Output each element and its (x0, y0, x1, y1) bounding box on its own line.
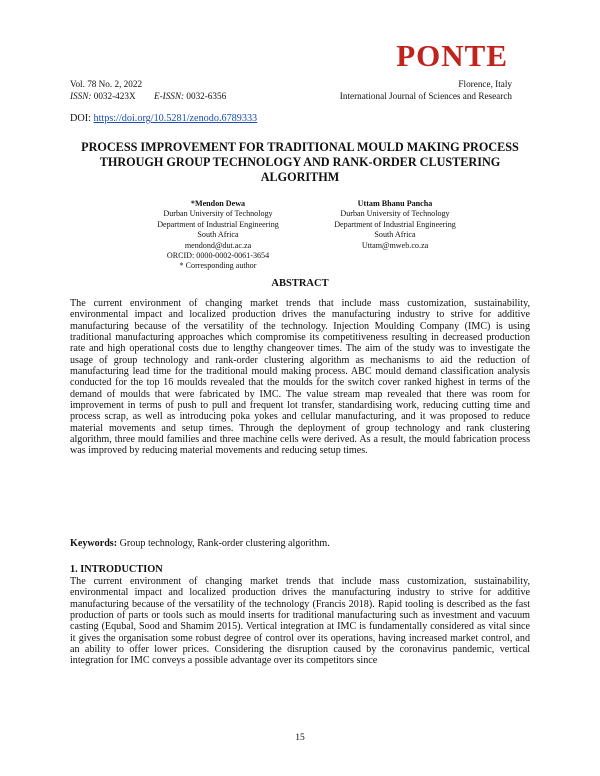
abstract-text: The current environment of changing market trends that include mass customization, sustainability, environmental impact and localized production drives the manufacturing industry to strive for additive manufacturing because of the versatility of the technology. Injection Moulding Company (IMC) is using traditional manufacturing approaches which compromise its competitiveness resulting in decreased production rate and high operational costs due to lengthy changeover times. The aim of the study was to investigate the usage of group technology and rank-order clustering algorithm as mechanisms to aid the reduction of manufacturing lead time for the traditional mould making process. ABC mould demand classification analysis conducted for the top 16 moulds revealed that the moulds for the switch cover ranked highest in terms of the demand of moulds that were fabricated by IMC. The value stream map revealed that there was room for improvement in terms of push to pull and frequent lot transfer, standardising work, reducing cutting time and process scrap, as well as introducing poka yokes and cellular manufacturing, and it was proposed to reduce material movements and setup times. Through the deployment of group technology and rank clustering algorithm, three mould families and three machine cells were derived. As a result, the mould fabrication process was improved by reducing material movements and reducing setup times. (70, 298, 530, 457)
eissn-value: 0032-6356 (186, 91, 227, 101)
issn-value: 0032-423X (93, 91, 136, 101)
author-affiliation: Durban University of Technology (340, 209, 450, 219)
corresponding-note: * Corresponding author (179, 261, 257, 271)
doi-label: DOI: (70, 113, 91, 124)
paper-title: PROCESS IMPROVEMENT FOR TRADITIONAL MOULD MAKING PROCESS THROUGH GROUP TECHNOLOGY AND RANK-ORDER CLUSTERING ALGORITHM (81, 140, 519, 184)
author-affiliation: Durban University of Technology (163, 209, 273, 219)
author-country: South Africa (374, 230, 416, 240)
introduction-heading: 1. INTRODUCTION (70, 564, 163, 575)
introduction-text: The current environment of changing market trends that include mass customization, sustainability, environmental impact and localized production drives the manufacturing industry to strive for additive manufacturing because of the versatility of the technology (Francis 2018). Rapid tooling is described as the fast production of parts or tools such as mould inserts for traditional manufacturing such as investment and vacuum casting (Equbal, Sood and Shamim 2015). Vertical integration at IMC is fundamentally considered as vital since it gives the organisation some robust degree of control over its operations, having increased market control, and an ability to offer lower prices. Considering the disruption caused by the coronavirus pandemic, vertical integration for IMC conveys a possible advantage over its competitors since (70, 576, 530, 667)
abstract-heading: ABSTRACT (271, 278, 329, 289)
author-country: South Africa (197, 230, 239, 240)
author-name: Uttam Bhanu Pancha (357, 199, 433, 208)
author-name: *Mendon Dewa (190, 199, 246, 208)
keywords-text: Group technology, Rank-order clustering algorithm. (119, 538, 330, 549)
keywords-label: Keywords: (70, 538, 118, 549)
issue-info (70, 78, 226, 102)
author-orcid: ORCID: 0000-0002-0061-3654 (166, 251, 270, 261)
author-email: mendond@dut.ac.za (184, 240, 252, 250)
location-line: Florence, Italy (458, 79, 512, 89)
doi-line (70, 113, 257, 124)
author-email: Uttam@mweb.co.za (361, 240, 429, 250)
author-department: Department of Industrial Engineering (157, 219, 279, 229)
author-block-1 (118, 199, 318, 272)
eissn-label: E-ISSN: (153, 91, 185, 101)
issn-label: ISSN: (70, 91, 92, 101)
volume-line: Vol. 78 No. 2, 2022 (70, 79, 143, 89)
author-department: Department of Industrial Engineering (334, 219, 456, 229)
doi-link[interactable]: https://doi.org/10.5281/zenodo.6789333 (93, 113, 258, 124)
issn-line (70, 90, 226, 102)
page-number: 15 (295, 733, 305, 743)
journal-name: International Journal of Sciences and Research (339, 91, 512, 101)
journal-info (340, 78, 512, 102)
keywords-line (70, 538, 530, 549)
journal-logo: PONTE (396, 38, 508, 73)
author-block-2 (295, 199, 495, 251)
